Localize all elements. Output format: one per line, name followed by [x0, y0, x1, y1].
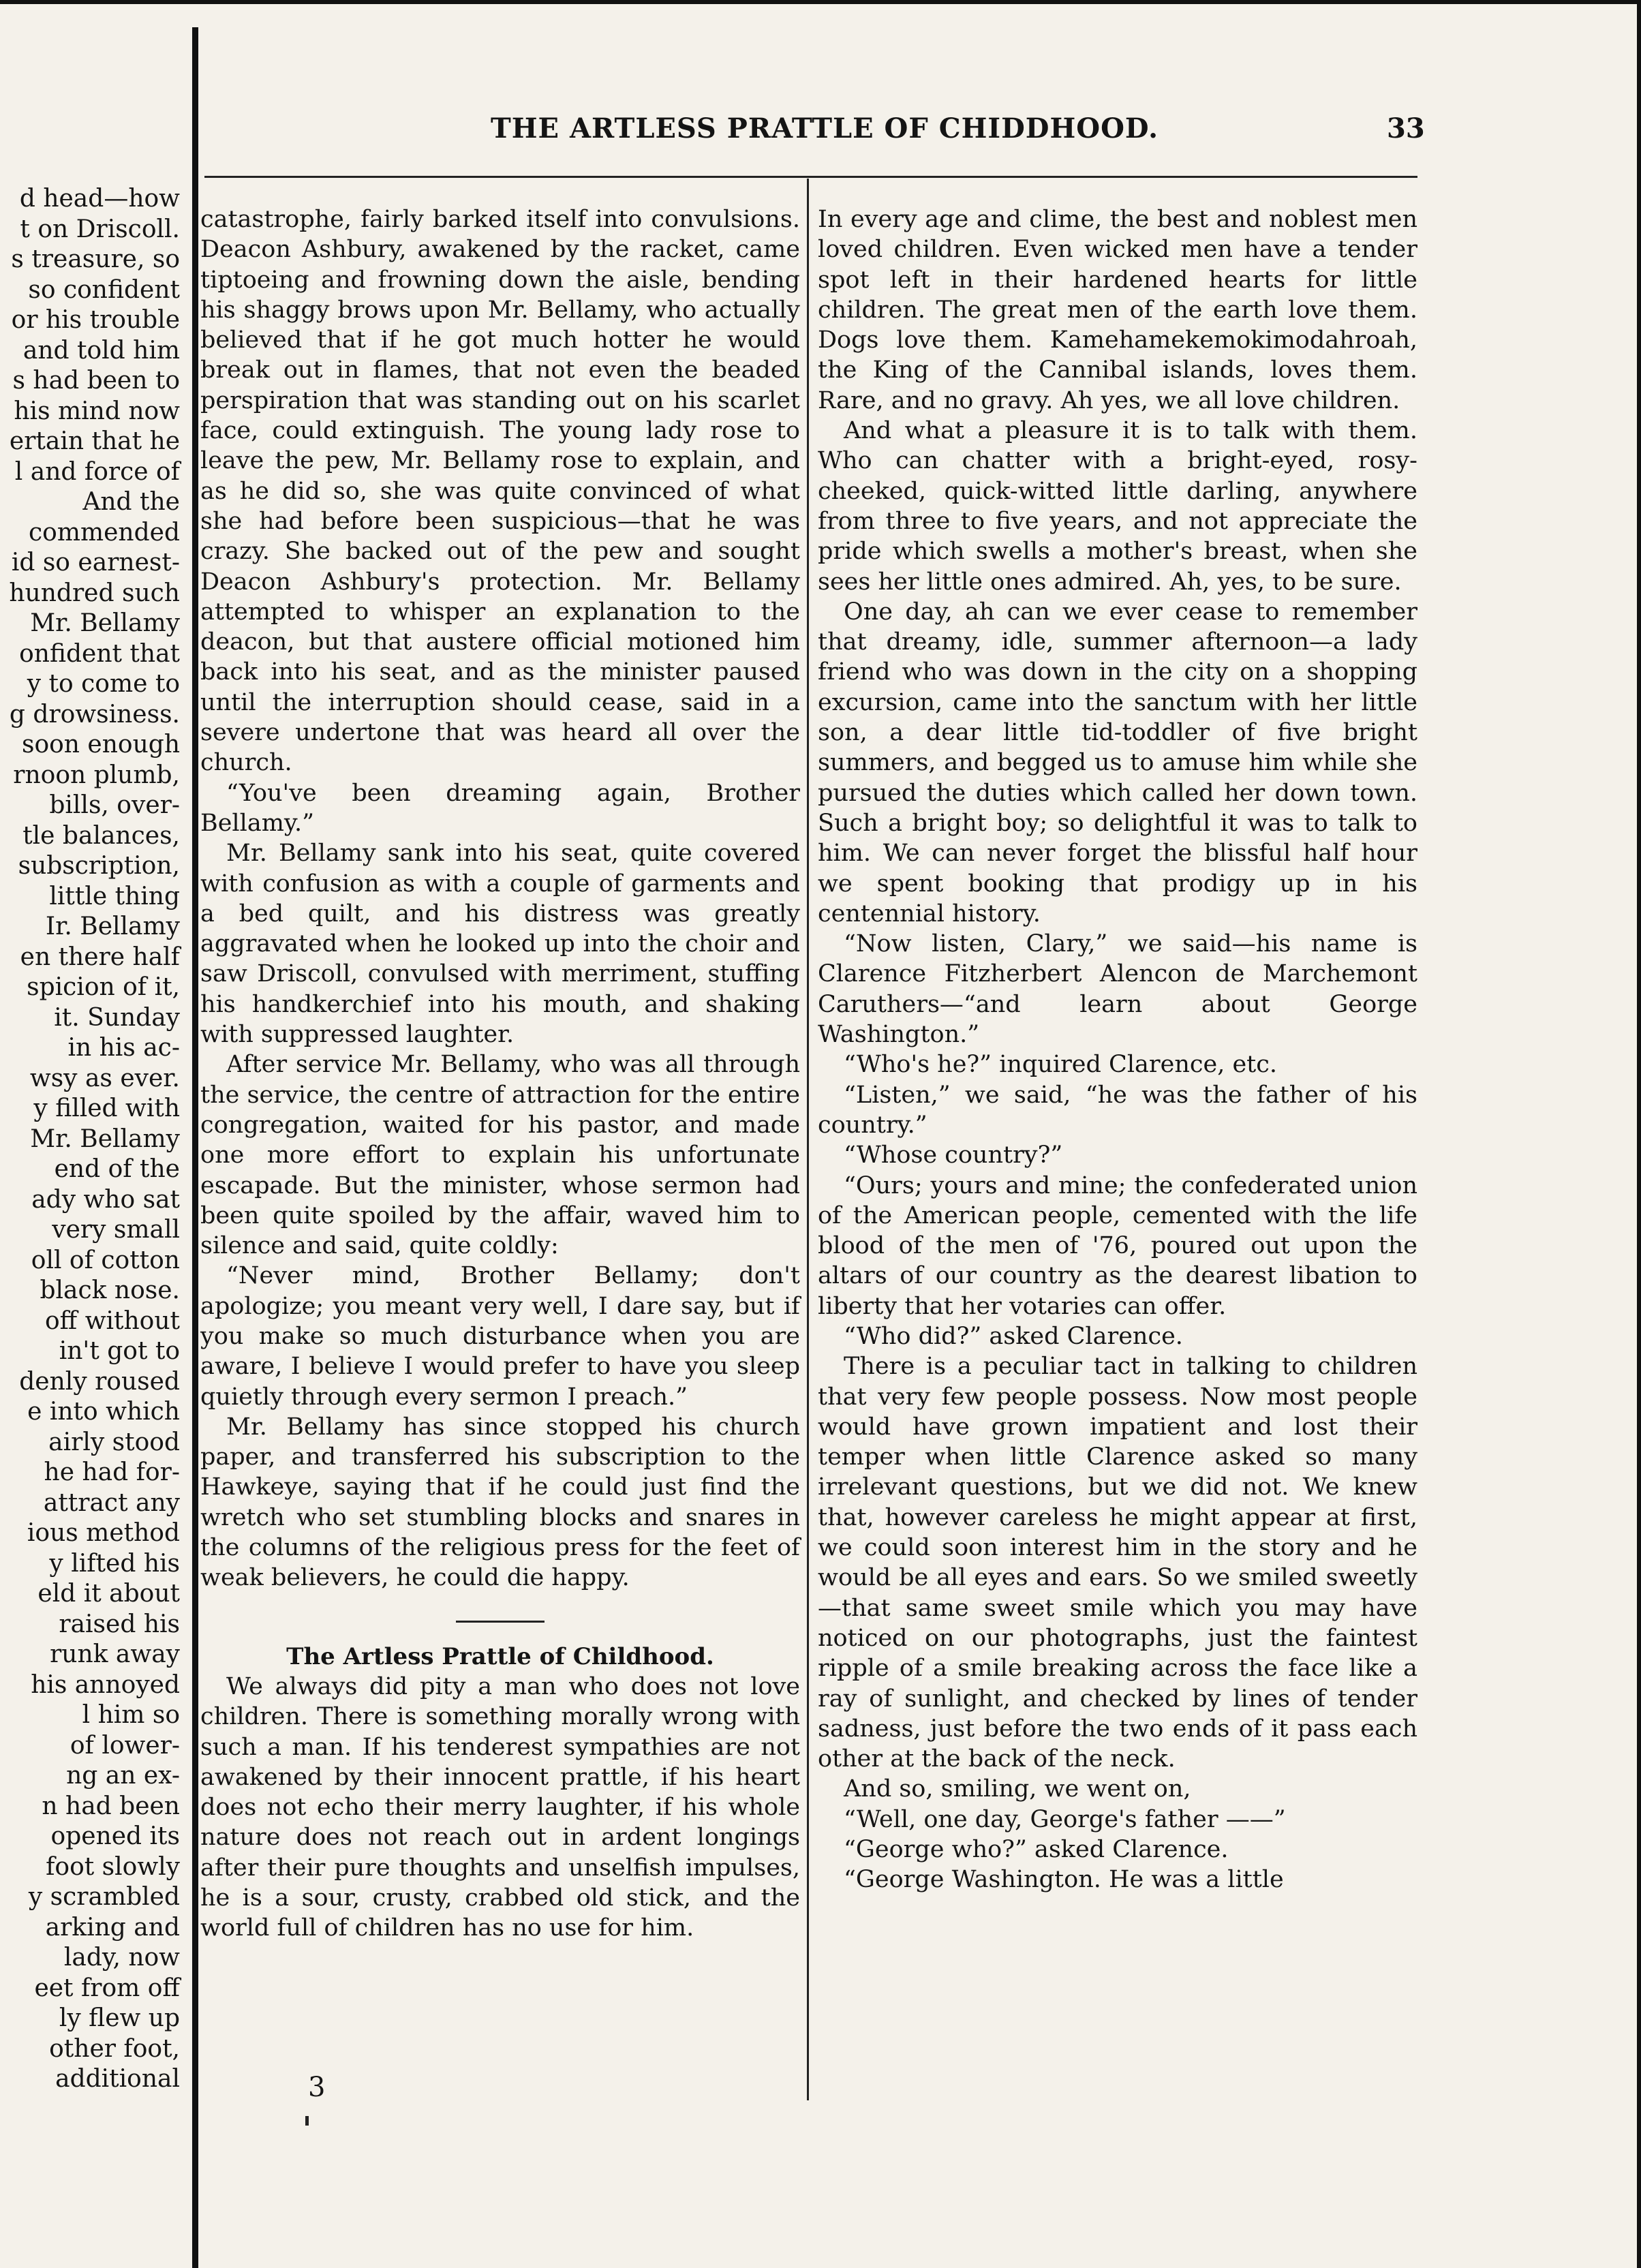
paragraph: “George who?” asked Clarence. [844, 1836, 1229, 1864]
fragment-line: y filled with [33, 1094, 180, 1122]
fragment-line: l him so [82, 1701, 180, 1729]
fragment-line: opened its [50, 1822, 180, 1850]
fragment-line: and told him [22, 336, 180, 365]
fragment-line: lady, now [63, 1944, 180, 1972]
fragment-line: ertain that he [9, 427, 180, 455]
running-header-title: THE ARTLESS PRATTLE OF CHIDDHOOD. [491, 112, 1159, 144]
fragment-line: y to come to [27, 670, 180, 698]
fragment-line: s treasure, so [11, 245, 180, 273]
fragment-line: commended [29, 518, 180, 547]
fragment-line: Ir. Bellamy [45, 913, 180, 940]
fragment-line: y lifted his [49, 1549, 180, 1578]
fragment-line: en there half [20, 943, 180, 971]
fragment-line: his mind now [14, 397, 180, 425]
fragment-line: other foot, [49, 2034, 180, 2063]
fragment-line: eld it about [37, 1580, 180, 1608]
paragraph: “You've been dreaming again, Brother Bellamy.” [200, 779, 800, 837]
paragraph: And so, smiling, we went on, [844, 1775, 1191, 1803]
fragment-line: black nose. [40, 1276, 180, 1304]
facing-page-fragment [0, 184, 185, 2092]
fragment-line: y scrambled [28, 1883, 180, 1911]
fragment-line: it. Sunday [54, 1003, 180, 1032]
fragment-line: very small [52, 1216, 180, 1244]
fragment-line: of lower- [70, 1731, 180, 1760]
paragraph: “Now listen, Clary,” we said—his name is Clarence Fitzherbert Alencon de Marchemont Caruthers—“and learn about George Washington.” [818, 930, 1417, 1049]
fragment-line: s had been to [12, 367, 180, 395]
fragment-line: hundred such [9, 579, 180, 607]
paragraph: “Listen,” we said, “he was the father of his country.” [818, 1081, 1417, 1139]
fragment-line: off without [45, 1306, 180, 1335]
fragment-line: so confident [28, 275, 180, 304]
fragment-line: tle balances, [22, 821, 180, 850]
fragment-line: attract any [43, 1488, 180, 1517]
fragment-line: l and force of [14, 457, 180, 486]
section-title: The Artless Prattle of Childhood. [286, 1642, 714, 1670]
fragment-line: ious method [27, 1519, 180, 1547]
fragment-line: in his ac- [67, 1034, 180, 1062]
fragment-line: raised his [59, 1610, 180, 1638]
column-divider [807, 179, 809, 2100]
fragment-line: oll of cotton [31, 1246, 180, 1274]
fragment-line: he had for- [44, 1458, 180, 1486]
fragment-line: runk away [50, 1640, 180, 1668]
fragment-line: t on Driscoll. [20, 215, 180, 243]
right-column [818, 204, 1417, 1895]
paragraph: “Never mind, Brother Bellamy; don't apologize; you meant very well, I dare say, but if you make so much disturbance when you are aware, I believe I would prefer to have you sleep quietly through every sermon I preach.” [200, 1262, 800, 1411]
paragraph: And what a pleasure it is to talk with them. Who can chatter with a bright-eyed, rosy-cheeked, quick-witted little darling, anywhere from three to five years, and not appreciate the pride which swells a mother's breast, when she sees her little ones admired. Ah, yes, to be sure. [818, 417, 1417, 596]
fragment-line: Mr. Bellamy [30, 609, 180, 637]
page-number: 33 [1387, 112, 1425, 144]
fragment-line: his annoyed [31, 1670, 180, 1699]
paragraph: “Whose country?” [844, 1141, 1063, 1169]
header-rule [204, 176, 1417, 178]
fragment-line: denly roused [19, 1367, 180, 1396]
fragment-line: spicion of it, [27, 973, 180, 1001]
fragment-line: in't got to [59, 1337, 180, 1365]
fragment-line: wsy as ever. [29, 1064, 180, 1092]
paragraph: Mr. Bellamy has since stopped his church paper, and transferred his subscription to the Hawkeye, saying that if he could just find the wretch who set stumbling blocks and snares in the columns of the religious press for the feet of weak believers, he could die happy. [200, 1413, 800, 1592]
paragraph: One day, ah can we ever cease to remember that dreamy, idle, summer afternoon—a lady friend who was down in the city on a shopping excursion, came into the sanctum with her little son, a dear little tid-toddler of five bright summers, and begged us to amuse him while she pursued the duties which called her down town. Such a bright boy; so delightful it was to talk to him. We can never forget the blissful half hour we spent booking that prodigy up in his centennial history. [818, 598, 1417, 928]
fragment-line: onfident that [19, 639, 180, 668]
fragment-line: Mr. Bellamy [30, 1124, 180, 1153]
fragment-line: little thing [49, 882, 180, 910]
fragment-line: ng an ex- [66, 1762, 180, 1790]
fragment-line: foot slowly [46, 1852, 180, 1881]
fragment-line: ly flew up [59, 2004, 180, 2032]
fragment-line: d head—how [19, 185, 180, 213]
fragment-line: additional [55, 2065, 180, 2092]
paragraph: “Well, one day, George's father ——” [844, 1805, 1286, 1833]
fragment-line: airly stood [48, 1428, 180, 1456]
fragment-line: bills, over- [49, 791, 180, 819]
paragraph: “Who's he?” inquired Clarence, etc. [844, 1051, 1277, 1079]
printer-signature: 3 [308, 2072, 326, 2103]
signature-mark [305, 2116, 309, 2126]
fragment-line: n had been [42, 1792, 180, 1820]
paragraph: There is a peculiar tact in talking to children that very few people possess. Now most people would have grown impatient and lost their temper when little Clarence asked so many irrelevant questions, but we did not. We knew that, however careless he might appear at first, we could soon interest him in the story and he would be all eyes and ears. So we smiled sweetly—that same sweet smile which you may have noticed on our photographs, just the faintest ripple of a smile breaking across the face like a ray of sunlight, and checked by lines of tender sadness, just before the two ends of it pass each other at the back of the neck. [818, 1353, 1417, 1773]
fragment-line: g drowsiness. [9, 700, 180, 729]
fragment-line: or his trouble [11, 306, 180, 334]
paragraph: “George Washington. He was a little [844, 1866, 1284, 1894]
book-spine-rule [192, 27, 198, 2268]
fragment-line: rnoon plumb, [13, 761, 180, 789]
fragment-line: id so earnest- [11, 549, 180, 577]
section-divider [456, 1621, 545, 1623]
fragment-line: soon enough [21, 731, 180, 758]
fragment-line: subscription, [18, 852, 180, 880]
running-header [204, 112, 1425, 160]
fragment-line: arking and [45, 1913, 180, 1942]
fragment-line: eet from off [34, 1974, 180, 2002]
paragraph: “Ours; yours and mine; the confederated union of the American people, cemented with the life blood of the men of '76, poured out upon the altars of our country as the dearest libation to liberty that her votaries can offer. [818, 1171, 1417, 1320]
fragment-line: end of the [54, 1155, 180, 1183]
paragraph: After service Mr. Bellamy, who was all through the service, the centre of attraction for the entire congregation, waited for his pastor, and made one more effort to explain his unfortunate escapade. But the minister, whose sermon had been quite spoiled by the affair, waved him to silence and said, quite coldly: [200, 1051, 800, 1260]
paragraph: “Who did?” asked Clarence. [844, 1322, 1183, 1350]
paragraph: In every age and clime, the best and noblest men loved children. Even wicked men have a tender spot left in their hardened hearts for little children. The great men of the earth love them. Dogs love them. Kamehamekemokimodahroah, the King of the Cannibal islands, loves them. Rare, and no gravy. Ah yes, we all love children. [818, 206, 1417, 414]
left-column [200, 204, 800, 1944]
paragraph: catastrophe, fairly barked itself into convulsions. Deacon Ashbury, awakened by the racket, came tiptoeing and frowning down the aisle, bending his shaggy brows upon Mr. Bellamy, who actually believed that if he got much hotter he would break out in flames, that not even the beaded perspiration that was standing out on his scarlet face, could extinguish. The young lady rose to leave the pew, Mr. Bellamy rose to explain, and as he did so, she was quite convinced of what she had before been suspicious—that he was crazy. She backed out of the pew and sought Deacon Ashbury's protection. Mr. Bellamy attempted to whisper an explanation to the deacon, but that austere official motioned him back into his seat, and as the minister paused until the interruption should cease, said in a severe undertone that was heard all over the church. [200, 206, 800, 777]
paragraph: Mr. Bellamy sank into his seat, quite covered with confusion as with a couple of garments and a bed quilt, and his distress was greatly aggravated when he looked up into the choir and saw Driscoll, convulsed with merriment, stuffing his handkerchief into his mouth, and shaking with suppressed laughter. [200, 840, 800, 1049]
fragment-line: e into which [27, 1398, 180, 1426]
fragment-line: ady who sat [31, 1185, 180, 1214]
paragraph: We always did pity a man who does not love children. There is something morally wrong with such a man. If his tenderest sympathies are not awakened by their innocent prattle, if his heart does not echo their merry laughter, if his whole nature does not reach out in ardent longings after their pure thoughts and unselfish impulses, he is a sour, crusty, crabbed old stick, and the world full of children has no use for him. [200, 1672, 800, 1942]
fragment-line: And the [82, 488, 180, 516]
